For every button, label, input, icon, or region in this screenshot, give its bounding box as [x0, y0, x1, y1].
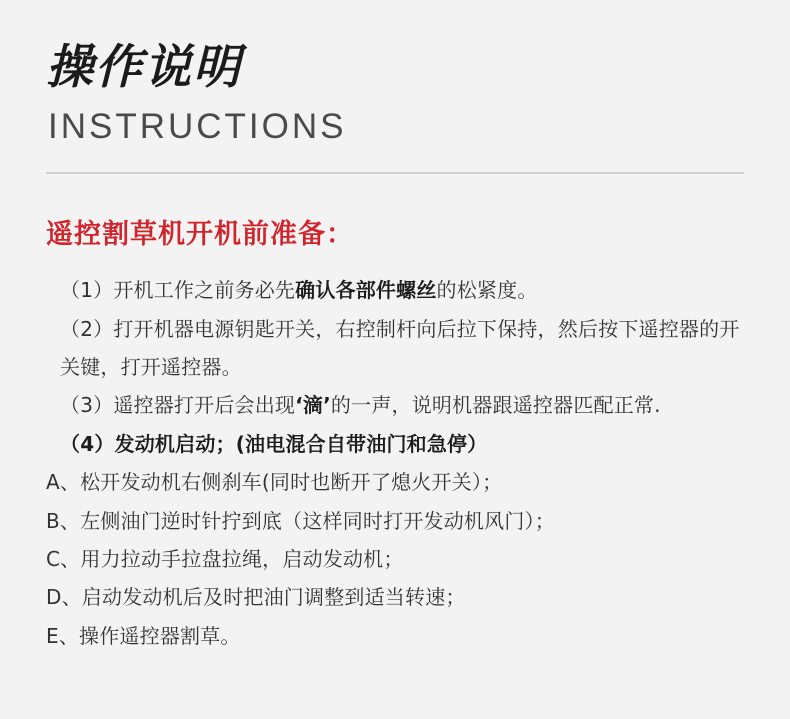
instruction-item-1	[46, 271, 744, 309]
instruction-text: 的一声，说明机器跟遥控器匹配正常.	[330, 393, 661, 418]
instruction-item-c	[46, 540, 744, 578]
instruction-text: （4）发动机启动；(油电混合自带油门和急停）	[60, 431, 488, 456]
header-divider	[46, 172, 744, 174]
instruction-text: 的松紧度。	[436, 278, 538, 303]
instruction-text: 确认各部件螺丝	[295, 278, 437, 303]
instruction-text: D、启动发动机后及时把油门调整到适当转速；	[46, 585, 466, 610]
instruction-list	[46, 271, 744, 655]
instruction-item-a	[46, 463, 744, 501]
page-header	[46, 0, 744, 146]
instruction-text: A、松开发动机右侧刹车(同时也断开了熄火开关）；	[46, 470, 503, 495]
page-title-en: INSTRUCTIONS	[48, 106, 347, 146]
instruction-text: ‘滴’	[295, 393, 331, 418]
instruction-item-d	[46, 578, 744, 616]
instruction-text: （1）开机工作之前务必先	[60, 278, 296, 303]
page-title-cn: 操作说明	[46, 40, 242, 95]
instruction-text: （3）遥控器打开后会出现	[60, 393, 296, 418]
section-heading: 遥控割草机开机前准备：	[46, 219, 354, 251]
instruction-text: C、用力拉动手拉盘拉绳，启动发动机；	[46, 546, 404, 571]
instruction-item-3	[46, 386, 744, 424]
instruction-item-b	[46, 502, 744, 540]
instruction-text: （2）打开机器电源钥匙开关，右控制杆向后拉下保持，然后按下遥控器的开关键，打开遥控器。	[60, 316, 740, 379]
instruction-text: B、左侧油门逆时针拧到底（这样同时打开发动机风门）；	[46, 508, 555, 533]
instruction-item-2	[46, 310, 744, 387]
instruction-item-e	[46, 617, 744, 655]
instruction-text: E、操作遥控器割草。	[46, 623, 241, 648]
instruction-item-4	[46, 425, 744, 463]
